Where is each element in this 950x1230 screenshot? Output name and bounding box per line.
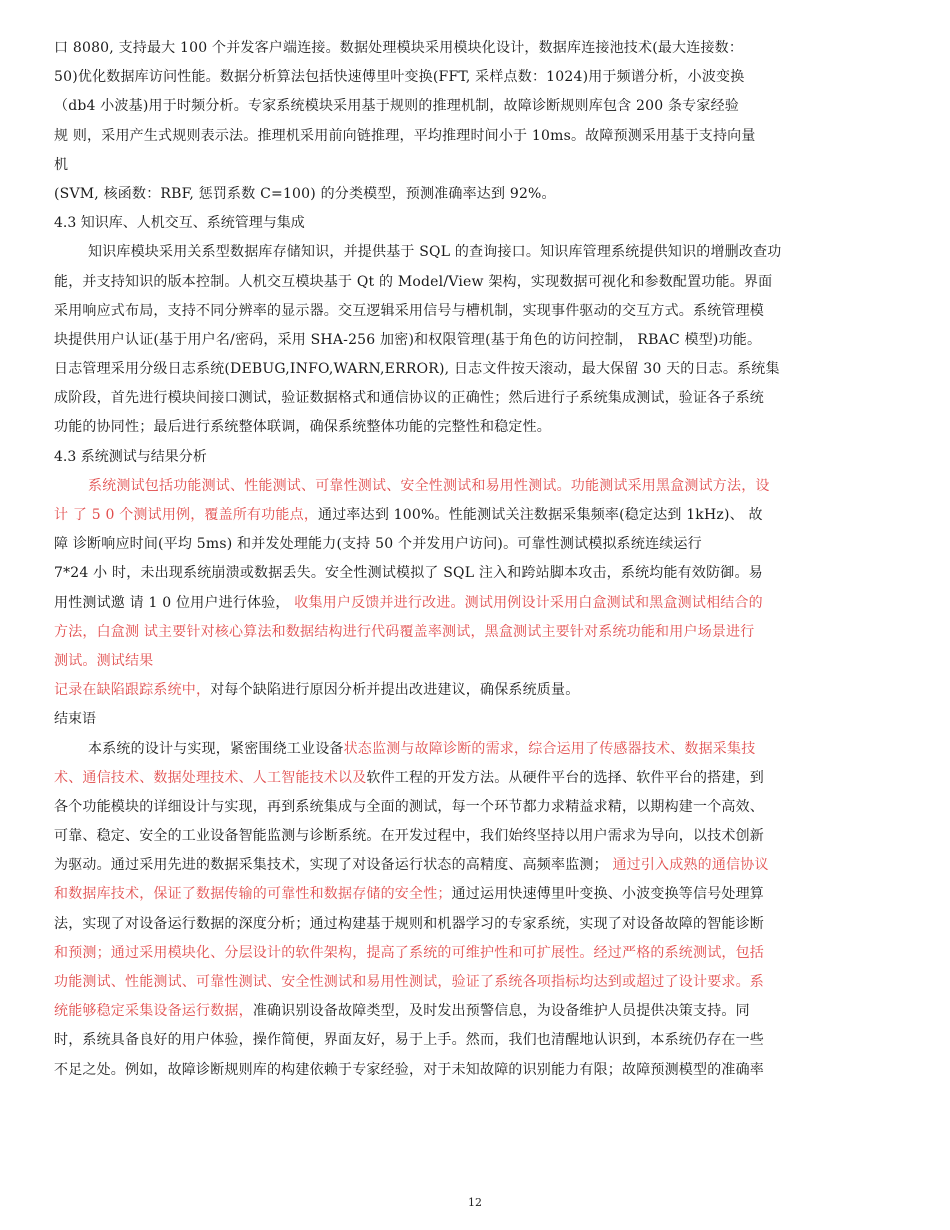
- text-line: [54, 472, 872, 501]
- text-line: [54, 764, 872, 793]
- page-number: 12: [468, 1196, 482, 1209]
- body-text: 块提供用户认证(基于用户名/密码，采用 SHA-256 加密)和权限管理(基于角色的访问控制， RBAC 模型)功能。: [54, 331, 762, 348]
- highlighted-text: 测试。测试结果: [54, 652, 154, 669]
- highlighted-text: 统能够稳定采集设备运行数据，: [54, 1003, 253, 1020]
- text-line: [54, 1026, 872, 1055]
- body-text: 为驱动。通过采用先进的数据采集技术，实现了对设备运行状态的高精度、高频率监测；: [54, 857, 613, 874]
- text-line: [54, 63, 872, 92]
- text-line: [54, 238, 872, 267]
- body-text: 50)优化数据库访问性能。数据分析算法包括快速傅里叶变换(FFT, 采样点数：1024)用于频谱分析，小波变换: [54, 69, 745, 86]
- body-text: 不足之处。例如，故障诊断规则库的构建依赖于专家经验，对于未知故障的识别能力有限；故障预测模型的准确率: [54, 1061, 764, 1078]
- body-text: 法，实现了对设备运行数据的深度分析；通过构建基于规则和机器学习的专家系统，实现了对设备故障的智能诊断: [54, 915, 764, 932]
- text-line: [54, 910, 872, 939]
- text-line: [54, 589, 872, 618]
- body-text: 障 诊断响应时间(平均 5ms) 和并发处理能力(支持 50 个并发用户访问)。可靠性测试模拟系统连续运行: [54, 536, 702, 553]
- text-line: [54, 384, 872, 413]
- body-text: (SVM, 核函数：RBF, 惩罚系数 C=100) 的分类模型，预测准确率达到 92%。: [54, 185, 556, 202]
- highlighted-text: 功能测试、性能测试、可靠性测试、安全性测试和易用性测试，验证了系统各项指标均达到或超过了设计要求。系: [54, 974, 764, 990]
- highlighted-text: 收集用户反馈并进行改进。测试用例设计采用白盒测试和黑盒测试相结合的: [294, 594, 763, 611]
- text-line: [54, 92, 872, 121]
- body-text: 成阶段，首先进行模块间接口测试，验证数据格式和通信协议的正确性；然后进行子系统集成测试，验证各子系统: [54, 390, 764, 407]
- body-text: 日志管理采用分级日志系统(DEBUG,INFO,WARN,ERROR), 日志文件按天滚动，最大保留 30 天的日志。系统集: [54, 361, 780, 378]
- body-text: 时，系统具备良好的用户体验，操作简便，界面友好，易于上手。然而，我们也清醒地认识到，本系统仍存在一些: [54, 1032, 764, 1049]
- document-page: [54, 34, 872, 1085]
- text-line: [54, 413, 872, 442]
- section-heading-conclusion: 结束语: [54, 711, 96, 728]
- text-line: [54, 939, 872, 968]
- text-line: [54, 676, 872, 705]
- text-line: [54, 355, 872, 384]
- text-line: [54, 501, 872, 530]
- body-text: 本系统的设计与实现，紧密围绕工业设备: [88, 740, 344, 757]
- text-line: [54, 326, 872, 355]
- text-line: [54, 822, 872, 851]
- text-line: [54, 122, 872, 151]
- highlighted-text: 通过引入成熟的通信协议: [612, 857, 769, 874]
- text-line: [54, 297, 872, 326]
- body-text: 各个功能模块的详细设计与实现，再到系统集成与全面的测试，每一个环节都力求精益求精，以期构建一个高效、: [54, 798, 764, 815]
- section-heading-system-testing: 4.3 系统测试与结果分析: [54, 448, 207, 465]
- body-text: 规 则，采用产生式规则表示法。推理机采用前向链推理，平均推理时间小于 10ms。故障预测采用基于支持向量: [54, 127, 756, 144]
- highlighted-text: 记录在缺陷跟踪系统中，: [54, 682, 211, 699]
- text-line: [54, 618, 872, 647]
- paragraph-conclusion: [54, 735, 872, 1085]
- highlighted-text: 和预测；通过采用模块化、分层设计的软件架构，提高了系统的可维护性和可扩展性。经过严格的系统测试，包括: [54, 944, 764, 961]
- text-line: [54, 151, 872, 180]
- section-heading-knowledge-base: 4.3 知识库、人机交互、系统管理与集成: [54, 215, 305, 232]
- body-text: 通过率达到 100%。性能测试关注数据采集频率(稳定达到 1kHz)、 故: [318, 507, 763, 523]
- paragraph-knowledge-base: [54, 238, 872, 442]
- text-line: [54, 180, 872, 209]
- text-line: [54, 793, 872, 822]
- highlighted-text: 和数据库技术，保证了数据传输的可靠性和数据存储的安全性；: [54, 886, 452, 903]
- text-line: [54, 647, 872, 676]
- text-line: [54, 34, 872, 63]
- text-line: [54, 997, 872, 1026]
- highlighted-text: 方法，白盒测 试主要针对核心算法和数据结构进行代码覆盖率测试，黑盒测试主要针对系统功能和用户场景进行: [54, 623, 755, 640]
- body-text: 知识库模块采用关系型数据库存储知识，并提供基于 SQL 的查询接口。知识库管理系统提供知识的增删改查功: [88, 244, 782, 261]
- highlighted-text: 状态监测与故障诊断的需求，综合运用了传感器技术、数据采集技: [343, 740, 756, 757]
- highlighted-text: 术、通信技术、数据处理技术、人工智能技术以及: [54, 769, 367, 786]
- body-text: 准确识别设备故障类型，及时发出预警信息，为设备维护人员提供决策支持。同: [252, 1003, 750, 1020]
- body-text: 功能的协同性；最后进行系统整体联调，确保系统整体功能的完整性和稳定性。: [54, 419, 551, 436]
- text-line: [54, 968, 872, 997]
- highlighted-text: 计 了 5 0 个测试用例，覆盖所有功能点，: [54, 507, 319, 523]
- text-line: [54, 851, 872, 880]
- body-text: 机: [54, 156, 69, 173]
- body-text: 口 8080, 支持最大 100 个并发客户端连接。数据处理模块采用模块化设计，数据库连接池技术(最大连接数：: [54, 40, 744, 56]
- body-text: （db4 小波基)用于时频分析。专家系统模块采用基于规则的推理机制，故障诊断规则库包含 200 条专家经验: [54, 98, 739, 115]
- body-text: 用性测试邀 请 1 0 位用户进行体验，: [54, 594, 295, 611]
- body-text: 通过运用快速傅里叶变换、小波变换等信号处理算: [451, 886, 765, 903]
- text-line: [54, 559, 872, 588]
- body-text: 软件工程的开发方法。从硬件平台的选择、软件平台的搭建，到: [366, 769, 765, 786]
- paragraph-system-testing: [54, 472, 872, 706]
- text-line: [54, 735, 872, 764]
- body-text: 可靠、稳定、安全的工业设备智能监测与诊断系统。在开发过程中，我们始终坚持以用户需求为导向，以技术创新: [54, 828, 764, 845]
- body-text: 采用响应式布局，支持不同分辨率的显示器。交互逻辑采用信号与槽机制，实现事件驱动的交互方式。系统管理模: [54, 302, 764, 319]
- text-line: [54, 268, 872, 297]
- body-text: 对每个缺陷进行原因分析并提出改进建议，确保系统质量。: [210, 682, 580, 699]
- text-line: [54, 1056, 872, 1085]
- text-line: [54, 880, 872, 909]
- highlighted-text: 系统测试包括功能测试、性能测试、可靠性测试、安全性测试和易用性测试。功能测试采用黑盒测试方法，设: [88, 477, 770, 494]
- paragraph-implementation-details: [54, 34, 872, 209]
- body-text: 7*24 小 时，未出现系统崩溃或数据丢失。安全性测试模拟了 SQL 注入和跨站脚本攻击，系统均能有效防御。易: [54, 565, 763, 582]
- text-line: [54, 530, 872, 559]
- body-text: 能，并支持知识的版本控制。人机交互模块基于 Qt 的 Model/View 架构，实现数据可视化和参数配置功能。界面: [54, 273, 773, 290]
